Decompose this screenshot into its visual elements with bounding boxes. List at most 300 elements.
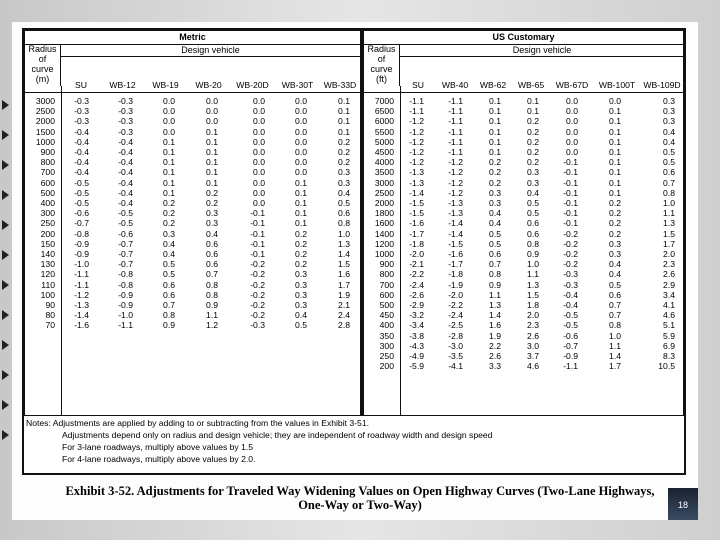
value-cell: 0.2 xyxy=(295,238,307,249)
radius-cell: 450 xyxy=(379,310,394,321)
value-cell: -0.1 xyxy=(250,249,265,259)
table-row xyxy=(25,280,360,290)
radius-cell: 150 xyxy=(40,238,55,249)
value-cell: 0.0 xyxy=(609,96,621,106)
value-cell: 0.1 xyxy=(163,157,175,168)
value-cell: -2.0 xyxy=(448,289,463,300)
value-cell: -0.8 xyxy=(118,269,133,280)
value-cell: 0.0 xyxy=(163,96,175,106)
slide-bullet-arrow-icon xyxy=(2,280,9,290)
value-cell: -1.9 xyxy=(448,279,463,290)
header-divider xyxy=(364,92,683,93)
table-row xyxy=(25,106,360,116)
radius-cell: 700 xyxy=(40,167,55,178)
value-cell: -0.1 xyxy=(563,218,578,229)
value-cell: -0.1 xyxy=(250,228,265,239)
table-row xyxy=(364,229,684,239)
value-cell: -1.5 xyxy=(409,198,424,208)
value-cell: -1.0 xyxy=(74,259,89,270)
value-cell: 0.2 xyxy=(206,187,218,198)
value-cell: 1.2 xyxy=(206,320,218,331)
value-cell: -0.5 xyxy=(563,310,578,321)
value-cell: 0.0 xyxy=(295,136,307,147)
table-row xyxy=(364,320,684,330)
value-cell: 3.7 xyxy=(527,351,539,361)
value-cell: 0.1 xyxy=(295,187,307,198)
value-cell: 0.4 xyxy=(609,269,621,280)
column-header: WB-20D xyxy=(236,80,269,90)
table-row xyxy=(364,361,684,371)
value-cell: 0.3 xyxy=(295,269,307,280)
table-row xyxy=(25,178,360,188)
table-row xyxy=(25,290,360,300)
value-cell: -1.1 xyxy=(448,96,463,106)
value-cell: 0.4 xyxy=(206,228,218,239)
value-cell: 4.6 xyxy=(527,361,539,372)
column-header: WB-30T xyxy=(281,80,314,90)
value-cell: 0.0 xyxy=(206,96,218,106)
value-cell: 0.9 xyxy=(206,300,218,310)
value-cell: 0.3 xyxy=(163,228,175,239)
value-cell: 0.2 xyxy=(527,136,539,147)
value-cell: 0.3 xyxy=(206,208,218,219)
value-cell: -0.7 xyxy=(563,340,578,351)
radius-cell: 1400 xyxy=(374,228,394,239)
column-header: WB-19 xyxy=(152,80,179,90)
radius-cell: 800 xyxy=(379,269,394,280)
value-cell: -1.1 xyxy=(563,361,578,372)
value-cell: 0.3 xyxy=(489,198,501,208)
table-row xyxy=(25,320,360,330)
value-cell: 1.1 xyxy=(206,310,218,321)
value-cell: 1.9 xyxy=(489,330,501,341)
us-design-vehicle-label: Design vehicle xyxy=(400,44,684,57)
value-cell: 1.4 xyxy=(338,249,350,259)
value-cell: 0.0 xyxy=(566,116,578,127)
table-row xyxy=(364,116,684,126)
value-cell: -0.4 xyxy=(118,157,133,168)
value-cell: 0.8 xyxy=(206,279,218,290)
value-cell: -0.1 xyxy=(250,238,265,249)
column-header: WB-100T xyxy=(598,80,636,90)
value-cell: -1.2 xyxy=(448,187,463,198)
value-cell: -3.2 xyxy=(409,310,424,321)
table-row xyxy=(25,239,360,249)
table-row xyxy=(364,341,684,351)
table-row xyxy=(25,137,360,147)
radius-cell: 6000 xyxy=(374,116,394,127)
value-cell: 0.1 xyxy=(163,177,175,188)
value-cell: -1.1 xyxy=(74,279,89,290)
slide-bullet-arrow-icon xyxy=(2,340,9,350)
value-cell: 0.5 xyxy=(295,320,307,331)
value-cell: -0.7 xyxy=(118,249,133,259)
value-cell: 2.0 xyxy=(527,310,539,321)
value-cell: -3.5 xyxy=(448,351,463,361)
value-cell: 0.0 xyxy=(295,106,307,117)
table-row xyxy=(364,127,684,137)
value-cell: 0.0 xyxy=(295,147,307,157)
radius-label-line: (ft) xyxy=(376,74,387,84)
column-header: WB-33D xyxy=(323,80,357,90)
value-cell: 2.6 xyxy=(663,269,675,280)
value-cell: 0.0 xyxy=(163,116,175,127)
value-cell: 0.7 xyxy=(663,177,675,188)
value-cell: 0.1 xyxy=(206,147,218,157)
radius-cell: 1600 xyxy=(374,218,394,229)
value-cell: 0.3 xyxy=(663,116,675,127)
value-cell: -0.3 xyxy=(250,320,265,331)
value-cell: 0.4 xyxy=(338,187,350,198)
value-cell: 1.3 xyxy=(527,279,539,290)
value-cell: 1.1 xyxy=(527,269,539,280)
value-cell: 0.1 xyxy=(163,187,175,198)
radius-label-line: (m) xyxy=(35,74,50,84)
value-cell: 0.2 xyxy=(489,157,501,168)
value-cell: 1.5 xyxy=(338,259,350,270)
value-cell: -1.6 xyxy=(448,249,463,259)
value-cell: -1.2 xyxy=(409,147,424,157)
value-cell: 0.1 xyxy=(609,126,621,137)
value-cell: -1.2 xyxy=(448,157,463,168)
table-row xyxy=(25,218,360,228)
value-cell: -1.5 xyxy=(409,208,424,219)
value-cell: -1.3 xyxy=(409,177,424,188)
table-row xyxy=(25,249,360,259)
radius-cell: 900 xyxy=(379,259,394,270)
value-cell: -0.1 xyxy=(250,208,265,219)
value-cell: 1.5 xyxy=(663,228,675,239)
value-cell: -0.8 xyxy=(118,279,133,290)
value-cell: 1.9 xyxy=(338,289,350,300)
value-cell: 0.1 xyxy=(338,106,350,117)
value-cell: 4.1 xyxy=(663,300,675,310)
value-cell: 2.1 xyxy=(338,300,350,310)
value-cell: -0.4 xyxy=(74,126,89,137)
radius-cell: 250 xyxy=(40,218,55,229)
value-cell: -0.1 xyxy=(563,208,578,219)
value-cell: 3.0 xyxy=(527,340,539,351)
header-divider xyxy=(25,92,360,93)
value-cell: 1.7 xyxy=(338,279,350,290)
value-cell: 0.1 xyxy=(163,167,175,178)
value-cell: -2.6 xyxy=(409,289,424,300)
value-cell: 0.0 xyxy=(206,116,218,127)
value-cell: 3.3 xyxy=(489,361,501,372)
value-cell: 1.7 xyxy=(663,238,675,249)
radius-cell: 100 xyxy=(40,289,55,300)
radius-label-line: of xyxy=(377,54,386,64)
value-cell: 0.7 xyxy=(163,300,175,310)
value-cell: -0.2 xyxy=(250,289,265,300)
value-cell: 0.2 xyxy=(609,218,621,229)
slide-bullet-arrow-icon xyxy=(2,430,9,440)
value-cell: -0.2 xyxy=(250,259,265,270)
value-cell: -1.2 xyxy=(448,167,463,178)
value-cell: -0.2 xyxy=(563,259,578,270)
value-cell: 0.1 xyxy=(338,116,350,127)
slide-bullet-arrow-icon xyxy=(2,400,9,410)
value-cell: 0.1 xyxy=(489,147,501,157)
value-cell: 0.0 xyxy=(566,96,578,106)
value-cell: 0.1 xyxy=(295,198,307,208)
value-cell: -2.9 xyxy=(409,300,424,310)
value-cell: 0.1 xyxy=(527,106,539,117)
value-cell: 2.9 xyxy=(663,279,675,290)
value-cell: -1.1 xyxy=(448,106,463,117)
value-cell: 0.5 xyxy=(663,157,675,168)
table-row xyxy=(364,290,684,300)
slide-bullet-arrow-icon xyxy=(2,130,9,140)
value-cell: -0.1 xyxy=(563,157,578,168)
value-cell: 0.0 xyxy=(253,187,265,198)
value-cell: -0.3 xyxy=(118,106,133,117)
table-row xyxy=(364,106,684,116)
value-cell: 2.8 xyxy=(338,320,350,331)
value-cell: -1.0 xyxy=(118,310,133,321)
value-cell: -0.5 xyxy=(74,177,89,188)
radius-cell: 400 xyxy=(40,198,55,208)
radius-cell: 250 xyxy=(379,351,394,361)
value-cell: -0.9 xyxy=(118,289,133,300)
value-cell: 0.9 xyxy=(527,249,539,259)
value-cell: 0.7 xyxy=(489,259,501,270)
value-cell: -3.8 xyxy=(409,330,424,341)
value-cell: -5.9 xyxy=(409,361,424,372)
table-row xyxy=(364,310,684,320)
value-cell: 0.3 xyxy=(338,167,350,178)
column-header: SU xyxy=(75,80,87,90)
radius-cell: 5500 xyxy=(374,126,394,137)
value-cell: -0.3 xyxy=(74,96,89,106)
value-cell: -0.2 xyxy=(563,238,578,249)
table-row xyxy=(364,300,684,310)
table-row xyxy=(25,116,360,126)
value-cell: -1.4 xyxy=(448,228,463,239)
value-cell: 2.6 xyxy=(489,351,501,361)
value-cell: -0.1 xyxy=(250,218,265,229)
metric-design-vehicle-label: Design vehicle xyxy=(61,44,360,57)
value-cell: -2.2 xyxy=(448,300,463,310)
value-cell: 0.1 xyxy=(609,136,621,147)
value-cell: -0.1 xyxy=(563,187,578,198)
value-cell: -0.7 xyxy=(118,238,133,249)
table-row xyxy=(25,96,360,106)
exhibit-caption xyxy=(40,484,680,512)
value-cell: 0.1 xyxy=(338,96,350,106)
radius-cell: 5000 xyxy=(374,136,394,147)
value-cell: 1.3 xyxy=(338,238,350,249)
table-row xyxy=(364,96,684,106)
value-cell: 2.3 xyxy=(527,320,539,331)
value-cell: -1.2 xyxy=(409,136,424,147)
radius-cell: 1200 xyxy=(374,238,394,249)
value-cell: 1.3 xyxy=(489,300,501,310)
value-cell: -0.4 xyxy=(118,198,133,208)
table-row xyxy=(364,280,684,290)
value-cell: 0.4 xyxy=(163,238,175,249)
value-cell: 0.6 xyxy=(489,249,501,259)
metric-title: Metric xyxy=(25,31,360,45)
value-cell: -0.4 xyxy=(118,177,133,188)
radius-cell: 140 xyxy=(40,249,55,259)
value-cell: 0.0 xyxy=(566,126,578,137)
value-cell: 0.4 xyxy=(295,310,307,321)
value-cell: -1.7 xyxy=(409,228,424,239)
value-cell: 0.2 xyxy=(609,198,621,208)
value-cell: -1.2 xyxy=(409,116,424,127)
value-cell: 1.0 xyxy=(663,198,675,208)
slide-bullet-arrow-icon xyxy=(2,220,9,230)
caption-line: Exhibit 3-52. Adjustments for Traveled Way Widening Values on Open Highway Curves (Two-Lane Highways, xyxy=(65,484,655,498)
value-cell: 4.6 xyxy=(663,310,675,321)
radius-cell: 1000 xyxy=(374,249,394,259)
value-cell: 0.1 xyxy=(489,136,501,147)
value-cell: 0.5 xyxy=(527,208,539,219)
column-header: WB-65 xyxy=(517,80,545,90)
value-cell: 0.9 xyxy=(163,320,175,331)
value-cell: 0.1 xyxy=(206,167,218,178)
column-header: WB-62 xyxy=(479,80,507,90)
value-cell: -0.1 xyxy=(563,167,578,178)
value-cell: 1.1 xyxy=(663,208,675,219)
value-cell: -1.2 xyxy=(74,289,89,300)
value-cell: 0.6 xyxy=(527,218,539,229)
table-row xyxy=(25,198,360,208)
value-cell: 0.2 xyxy=(527,126,539,137)
column-header: WB-12 xyxy=(109,80,136,90)
value-cell: 0.2 xyxy=(527,157,539,168)
value-cell: 0.3 xyxy=(338,177,350,188)
value-cell: 0.1 xyxy=(489,126,501,137)
value-cell: 0.6 xyxy=(527,228,539,239)
value-cell: -0.6 xyxy=(74,208,89,219)
value-cell: 0.1 xyxy=(609,157,621,168)
radius-cell: 200 xyxy=(40,228,55,239)
value-cell: -0.7 xyxy=(74,218,89,229)
note-line: Adjustments depend only on radius and design vehicle; they are independent of roadway width and design speed xyxy=(62,430,493,440)
value-cell: 0.2 xyxy=(295,259,307,270)
value-cell: -0.4 xyxy=(74,167,89,178)
value-cell: 0.0 xyxy=(253,126,265,137)
table-row xyxy=(25,188,360,198)
value-cell: 0.0 xyxy=(295,96,307,106)
table-row xyxy=(364,208,684,218)
slide-bullet-arrow-icon xyxy=(2,190,9,200)
value-cell: -0.2 xyxy=(563,249,578,259)
value-cell: 1.6 xyxy=(338,269,350,280)
value-cell: -0.6 xyxy=(118,228,133,239)
value-cell: -1.2 xyxy=(448,177,463,188)
radius-cell: 4000 xyxy=(374,157,394,168)
value-cell: -1.5 xyxy=(448,238,463,249)
value-cell: -1.8 xyxy=(409,238,424,249)
value-cell: 0.9 xyxy=(489,279,501,290)
page-number: 18 xyxy=(677,500,688,510)
value-cell: -0.1 xyxy=(563,198,578,208)
value-cell: 0.6 xyxy=(163,289,175,300)
value-cell: -4.1 xyxy=(448,361,463,372)
value-cell: -0.5 xyxy=(74,198,89,208)
value-cell: 0.7 xyxy=(609,310,621,321)
value-cell: -1.3 xyxy=(448,198,463,208)
radius-label-line: curve xyxy=(31,64,54,74)
value-cell: 0.1 xyxy=(338,126,350,137)
value-cell: 0.2 xyxy=(295,228,307,239)
radius-cell: 70 xyxy=(45,320,55,331)
value-cell: 0.0 xyxy=(295,116,307,127)
value-cell: -1.3 xyxy=(409,167,424,178)
radius-cell: 600 xyxy=(379,289,394,300)
value-cell: 0.3 xyxy=(206,218,218,229)
value-cell: 0.1 xyxy=(609,116,621,127)
value-cell: 5.1 xyxy=(663,320,675,331)
value-cell: 0.6 xyxy=(163,279,175,290)
value-cell: 1.1 xyxy=(609,340,621,351)
value-cell: 1.6 xyxy=(489,320,501,331)
value-cell: -1.2 xyxy=(409,157,424,168)
value-cell: 0.5 xyxy=(338,198,350,208)
value-cell: -0.4 xyxy=(74,157,89,168)
value-cell: -0.3 xyxy=(118,96,133,106)
column-header: WB-109D xyxy=(643,80,681,90)
value-cell: -0.2 xyxy=(250,310,265,321)
value-cell: 0.2 xyxy=(295,249,307,259)
value-cell: 0.8 xyxy=(663,187,675,198)
value-cell: -0.3 xyxy=(563,279,578,290)
slide-bullet-arrow-icon xyxy=(2,100,9,110)
radius-cell: 4500 xyxy=(374,147,394,157)
column-header: WB-20 xyxy=(195,80,222,90)
value-cell: 0.0 xyxy=(566,136,578,147)
table-row xyxy=(364,259,684,269)
table-row xyxy=(364,239,684,249)
value-cell: 0.2 xyxy=(338,136,350,147)
value-cell: 3.4 xyxy=(663,289,675,300)
note-line: For 4-lane roadways, multiply above values by 2.0. xyxy=(62,454,256,464)
table-row xyxy=(25,127,360,137)
value-cell: 0.8 xyxy=(338,218,350,229)
value-cell: -3.0 xyxy=(448,340,463,351)
value-cell: -1.4 xyxy=(74,310,89,321)
value-cell: -0.2 xyxy=(250,279,265,290)
value-cell: -1.4 xyxy=(448,218,463,229)
value-cell: 0.0 xyxy=(566,106,578,117)
value-cell: -1.1 xyxy=(118,320,133,331)
radius-cell: 500 xyxy=(379,300,394,310)
value-cell: 0.5 xyxy=(609,279,621,290)
slide-bullet-arrow-icon xyxy=(2,310,9,320)
radius-label-line: Radius xyxy=(28,44,57,54)
value-cell: 0.1 xyxy=(489,96,501,106)
radius-cell: 130 xyxy=(40,259,55,270)
radius-cell: 3000 xyxy=(374,177,394,188)
value-cell: -1.1 xyxy=(448,147,463,157)
value-cell: 0.8 xyxy=(609,320,621,331)
value-cell: 0.0 xyxy=(295,126,307,137)
value-cell: 0.6 xyxy=(206,249,218,259)
value-cell: 0.3 xyxy=(295,279,307,290)
value-cell: -0.4 xyxy=(118,187,133,198)
value-cell: 0.6 xyxy=(609,289,621,300)
value-cell: 0.2 xyxy=(163,218,175,229)
column-header: WB-40 xyxy=(441,80,469,90)
table-row xyxy=(364,157,684,167)
value-cell: -4.9 xyxy=(409,351,424,361)
value-cell: 0.1 xyxy=(295,177,307,188)
value-cell: 0.1 xyxy=(527,96,539,106)
value-cell: -1.1 xyxy=(448,136,463,147)
